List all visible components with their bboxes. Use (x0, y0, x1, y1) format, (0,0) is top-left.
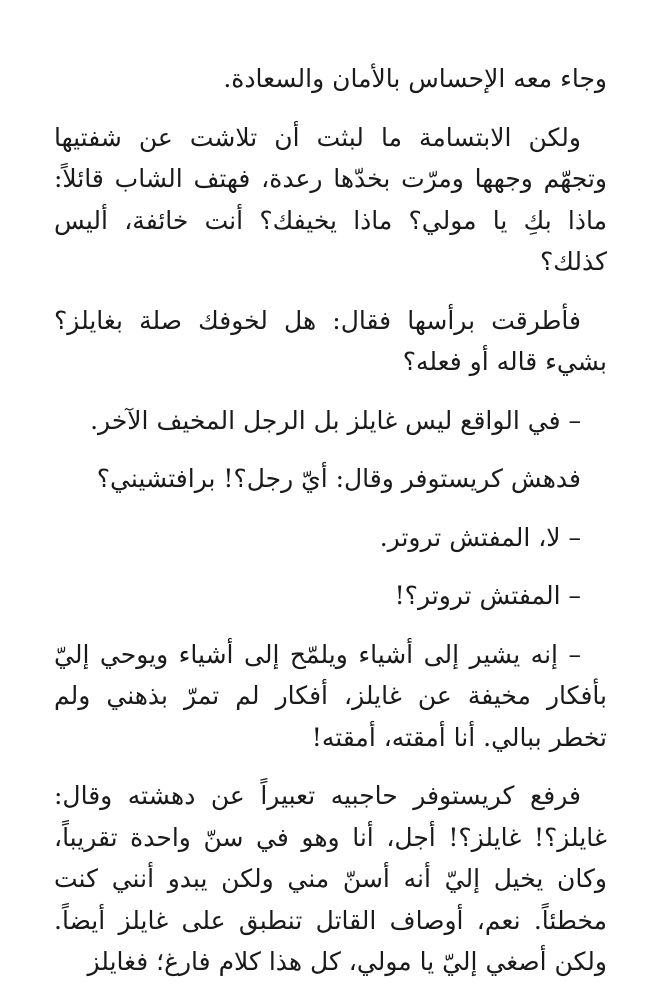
paragraph-2: ولكن الابتسامة ما لبثت أن تلاشت عن شفتيها وتجهّم وجهها ومرّت بخدّها رعدة، فهتف الشاب قائلاً: ماذا بكِ يا مولي؟ ماذا يخيفك؟ أنت خائفة، أليس كذلك؟ (54, 122, 607, 276)
paragraph-4: – في الواقع ليس غايلز بل الرجل المخيف الآخر. (90, 405, 581, 435)
paragraph-6: – لا، المفتش تروتر. (379, 522, 581, 552)
paragraph-1: وجاء معه الإحساس بالأمان والسعادة. (223, 64, 607, 93)
paragraph-3: فأطرقت برأسها فقال: هل لخوفك صلة بغايلز؟ بشيء قاله أو فعله؟ (54, 305, 607, 376)
paragraph-9: فرفع كريستوفر حاجبيه تعبيراً عن دهشته وقال: غايلز؟! غايلز؟! أجل، أنا وهو في سنّ واحدة تقريباً، وكان يخيل إليّ أنه أسنّ مني ولكن يبدو أنني كنت مخطئاً. نعم، أوصاف القاتل تنطبق على غايلز أيضاً. ولكن أصغي إليّ يا مولي، كل هذا كلام فارغ؛ فغايلز (54, 781, 607, 976)
paragraph-5: فدهش كريستوفر وقال: أيّ رجل؟! برافتشيني؟ (96, 464, 581, 493)
paragraph-7: – المفتش تروتر؟! (394, 581, 581, 610)
paragraph-8: – إنه يشير إلى أشياء ويلمّح إلى أشياء ويوحي إليّ بأفكار مخيفة عن غايلز، أفكار لم تمرّ بذهني ولم تخطر ببالي. أنا أمقته، أمقته! (54, 639, 607, 752)
